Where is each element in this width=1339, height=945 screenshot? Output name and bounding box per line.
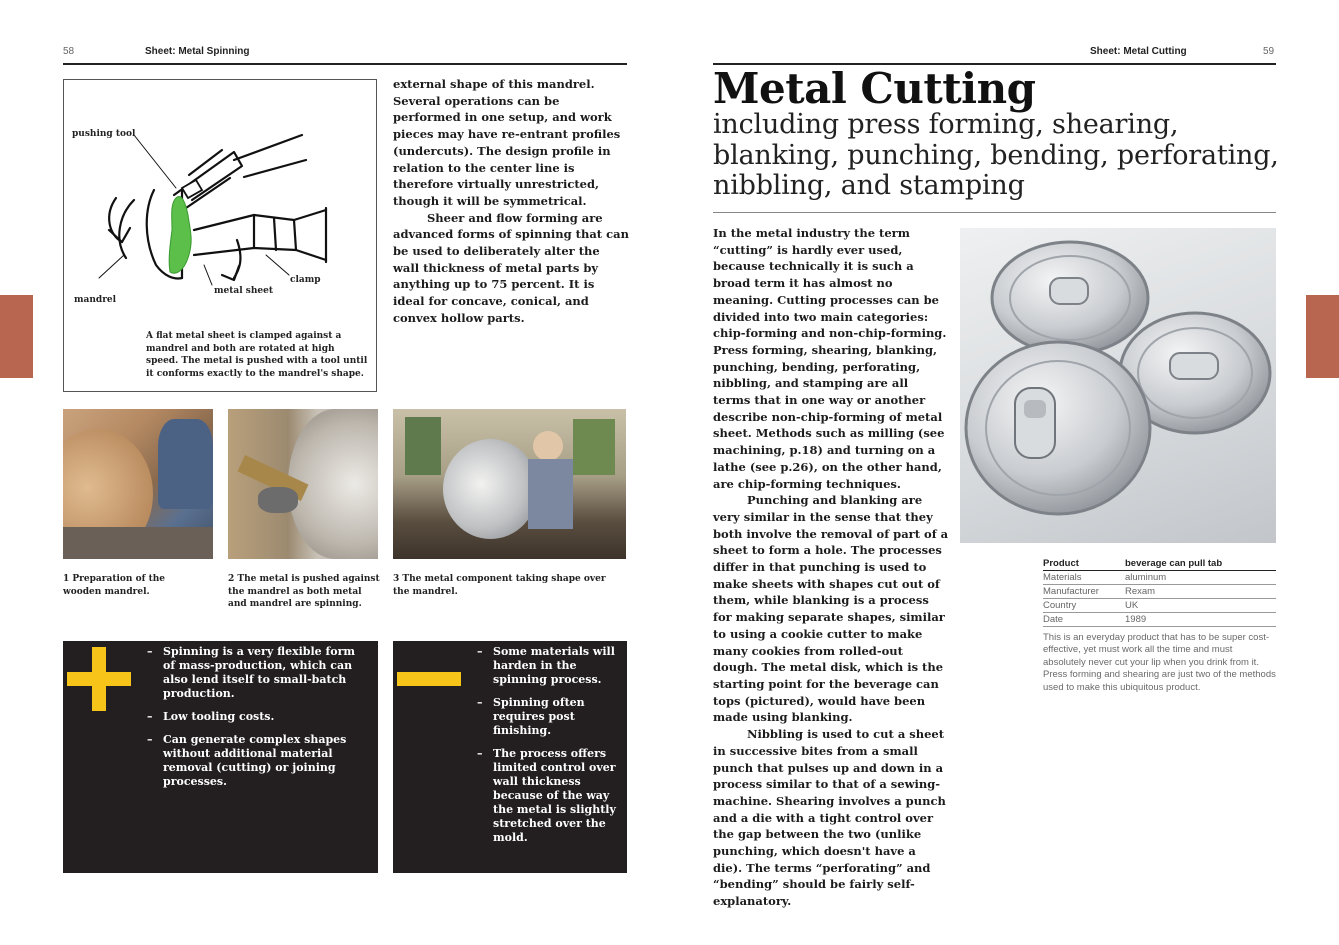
spec-table (1043, 557, 1276, 627)
spec-value: 1989 (1125, 613, 1276, 627)
right-paragraph-2: Punching and blanking are very similar in the sense that they both involve the removal of part of a sheet to form a hole. The processes differ in that punching is used to make sheets with shapes cut out of them, while blanking is a process for making separate shapes, similar to using a cookie cutter to make many cookies from rolled-out dough. The metal disk, which is the starting point for the beverage can tops (pictured), would have been made using blanking. (713, 493, 949, 725)
diagram-drawing (64, 80, 376, 310)
spec-label: Materials (1043, 571, 1125, 585)
photo-1-wooden-mandrel (63, 409, 213, 559)
pros-box (63, 641, 378, 873)
label-metal-sheet: metal sheet (214, 286, 274, 296)
pros-list (147, 645, 359, 798)
can-lid (966, 342, 1150, 514)
label-clamp: clamp (290, 275, 321, 285)
subtitle-rule (713, 212, 1276, 213)
photo-1-caption: 1 Preparation of the wooden mandrel. (63, 574, 166, 597)
can-lid (992, 242, 1148, 354)
photo-2-caption: 2 The metal is pushed against the mandrel as both metal and mandrel are spinning. (228, 574, 380, 609)
left-running-head: Sheet: Metal Spinning (145, 46, 250, 57)
cons-box (393, 641, 627, 873)
page-subtitle: including press forming, shearing, blanking, punching, bending, perforating, nibbling, and stamping (713, 109, 1279, 201)
cons-item: – Spinning often requires post finishing. (477, 696, 585, 737)
pros-item: – Can generate complex shapes without additional material removal (cutting) or joining processes. (147, 733, 347, 788)
product-note: This is an everyday product that has to be super cost-effective, yet must work all the time and must absolutely never cut your lip when you drink from it. Press forming and shearing are just two of the methods used to make this ubiquitous product. (1043, 632, 1276, 693)
spec-value: UK (1125, 599, 1276, 613)
spec-row (1043, 571, 1276, 585)
can-tops-drawing (960, 228, 1276, 543)
spec-row (1043, 599, 1276, 613)
spinning-diagram (63, 79, 377, 392)
right-paragraph-1: In the metal industry the term “cutting” is hardly ever used, because technically it is such a broad term it has almost no meaning. Cutting processes can be divided into two main categories: chip-forming and non-chip-forming. Press forming, shearing, blanking, punching, bending, perforating, nibbling, and stamping are all terms that in one way or another describe non-chip-forming of metal sheet. Methods such as milling (see machining, p.18) and turning on a lathe (see p.26), on the other hand, are chip-forming techniques. (713, 226, 947, 491)
pros-item: – Low tooling costs. (147, 710, 275, 723)
right-page-number: 59 (1263, 46, 1275, 57)
diagram-caption: A flat metal sheet is clamped against a mandrel and both are rotated at high speed. The metal is pushed with a tool until it conforms exactly to the mandrel's shape. (146, 331, 368, 379)
photo-3-caption: 3 The metal component taking shape over the mandrel. (393, 574, 606, 597)
plus-icon (67, 647, 131, 711)
spec-row (1043, 613, 1276, 627)
spec-row (1043, 557, 1276, 571)
photo-3-metal-component (393, 409, 626, 559)
right-edge-tab (1306, 295, 1339, 378)
pros-item: – Spinning is a very flexible form of mass-production, which can also lend itself to small-batch production. (147, 645, 356, 700)
spec-value: aluminum (1125, 571, 1276, 585)
photo-2-pushing-metal (228, 409, 378, 559)
spec-label: Product (1043, 557, 1125, 571)
label-pushing-tool: pushing tool (72, 129, 136, 139)
spec-row (1043, 585, 1276, 599)
right-paragraph-3: Nibbling is used to cut a sheet in successive bites from a small punch that pulses up and down in a process similar to that of a sewing-machine. Shearing involves a punch and a die with a tight control over the gap between the two (unlike punching, which doesn't have a die). The terms “perforating” and “bending” should be fairly self-explanatory. (713, 727, 946, 909)
left-column-text (393, 76, 629, 327)
left-page-number: 58 (63, 46, 75, 57)
spec-value: Rexam (1125, 585, 1276, 599)
cons-item: – Some materials will harden in the spinning process. (477, 645, 615, 686)
page-title: Metal Cutting (713, 64, 1036, 113)
left-paragraph-1: external shape of this mandrel. Several operations can be performed in one setup, and work pieces may have re-entrant profiles (undercuts). The design profile in relation to the center line is therefore virtually unrestricted, though it will be symmetrical. (393, 77, 621, 208)
spec-label: Date (1043, 613, 1125, 627)
cons-list (477, 645, 619, 854)
left-edge-tab (0, 295, 33, 378)
left-paragraph-2: Sheer and flow forming are advanced forms of spinning that can be used to deliberately alter the wall thickness of metal parts by anything up to 75 percent. It is ideal for concave, conical, and convex hollow parts. (393, 210, 629, 325)
minus-icon (397, 672, 461, 686)
spec-label: Manufacturer (1043, 585, 1125, 599)
beverage-can-tops-photo (960, 228, 1276, 543)
right-running-head: Sheet: Metal Cutting (1090, 46, 1187, 57)
spec-label: Country (1043, 599, 1125, 613)
right-body-text (713, 225, 949, 910)
label-mandrel: mandrel (74, 295, 117, 305)
left-header-rule (63, 63, 627, 65)
spec-value: beverage can pull tab (1125, 557, 1276, 571)
cons-item: – The process offers limited control over wall thickness because of the way the metal is slightly stretched over the mold. (477, 747, 616, 844)
